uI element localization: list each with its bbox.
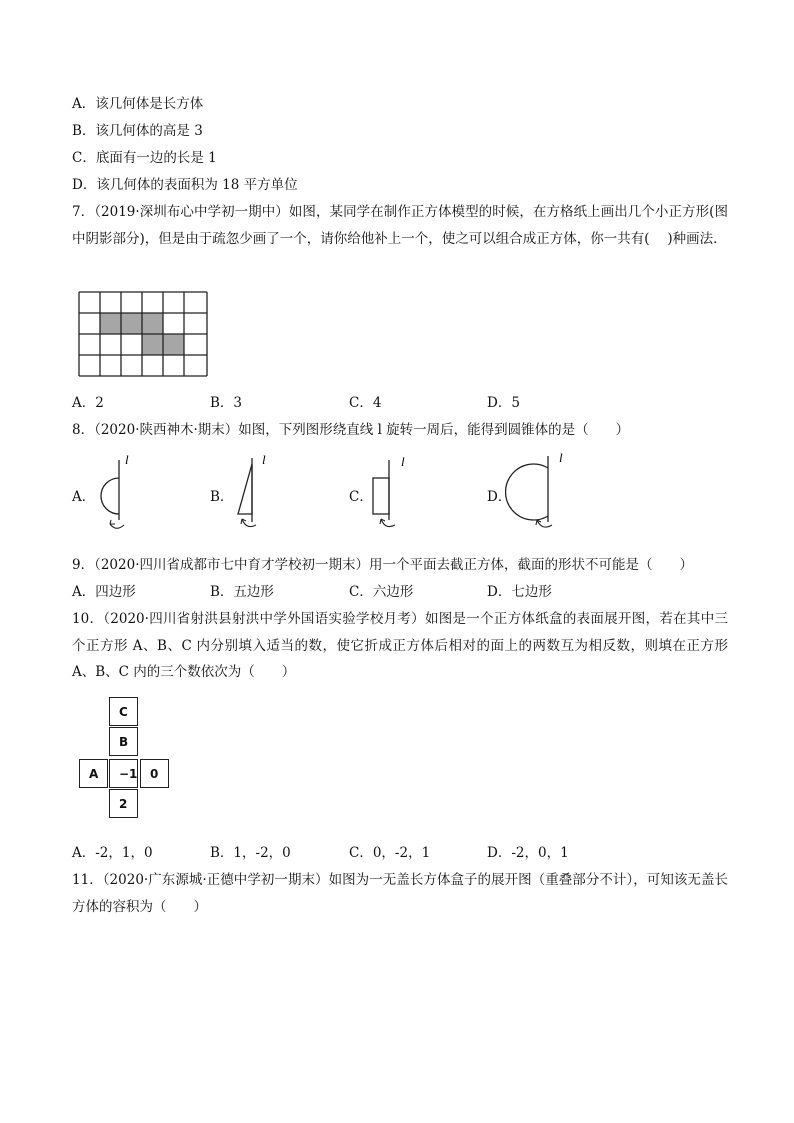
q10-option-c: C．0，-2，1 [349, 845, 431, 861]
q9-option-a: A．四边形 [72, 584, 136, 600]
q8-figure-b [228, 452, 278, 534]
q7-option-b: B．3 [210, 395, 243, 411]
net-square-right: 0 [140, 759, 169, 788]
q8-axis-label-c: l [401, 454, 405, 469]
net-square-b: B [109, 727, 138, 756]
q8-figure-label-d: D． [487, 489, 512, 505]
q6-option-d: D．该几何体的表面积为 18 平方单位 [72, 177, 298, 193]
q7-grid-figure [78, 291, 212, 381]
q7-question-text: 7．（2019·深圳布心中学初一期中）如图，某同学在制作正方体模型的时候，在方格纸上画出几个小正方形(图中阴影部分)，但是由于疏忽少画了一个，请你给他补上一个，使之可以组合成正方体，你一共有( )种画法． [72, 204, 728, 247]
q10-question-text: 10．（2020·四川省射洪县射洪中学外国语实验学校月考）如图是一个正方体纸盒的表面展开图，若在其中三个正方形 A、B、C 内分别填入适当的数，使它折成正方体后相对的面上的两数互为相反数，则填在正方形 A、B、C 内的三个数依次为（ ） [72, 611, 728, 680]
q8-figure-label-b: B． [210, 489, 234, 505]
q9-option-c: C．六边形 [349, 584, 414, 600]
net-square-center: −1 [109, 759, 138, 788]
q8-figure-label-a: A． [72, 489, 96, 505]
q6-option-c: C．底面有一边的长是 1 [72, 150, 217, 166]
q7-option-d: D．5 [487, 395, 520, 411]
q7-option-c: C．4 [349, 395, 382, 411]
q8-axis-label-d: l [559, 452, 563, 465]
q8-axis-label-a: l [125, 452, 129, 467]
q9-option-b: B．五边形 [210, 584, 274, 600]
q8-figure-a [90, 452, 140, 534]
net-square-c: C [109, 697, 138, 726]
q6-option-a: A．该几何体是长方体 [72, 96, 204, 112]
q11-question-text: 11．（2020·广东源城·正德中学初一期末）如图为一无盖长方体盒子的展开图（重叠部分不计），可知该无盖长方体的容积为（ ） [72, 872, 728, 915]
q10-option-b: B．1，-2，0 [210, 845, 291, 861]
q8-question-text: 8．（2020·陕西神木·期末）如图，下列图形绕直线 l 旋转一周后，能得到圆锥体的是（ ） [72, 422, 630, 438]
q8-figure-c [367, 452, 417, 534]
q10-option-a: A．-2，1，0 [72, 845, 153, 861]
q7-option-a: A．2 [72, 395, 104, 411]
net-square-bottom: 2 [109, 789, 138, 818]
q8-figure-label-c: C． [349, 489, 373, 505]
q10-cube-net [79, 697, 179, 827]
net-square-a: A [79, 759, 108, 788]
q8-figure-d [505, 452, 575, 534]
q9-question-text: 9．（2020·四川省成都市七中育才学校初一期末）用一个平面去截正方体，截面的形状不可能是（ ） [72, 557, 693, 573]
q10-option-d: D．-2，0，1 [487, 845, 569, 861]
q8-axis-label-b: l [262, 452, 266, 467]
q6-option-b: B．该几何体的高是 3 [72, 123, 203, 139]
q9-option-d: D．七边形 [487, 584, 552, 600]
